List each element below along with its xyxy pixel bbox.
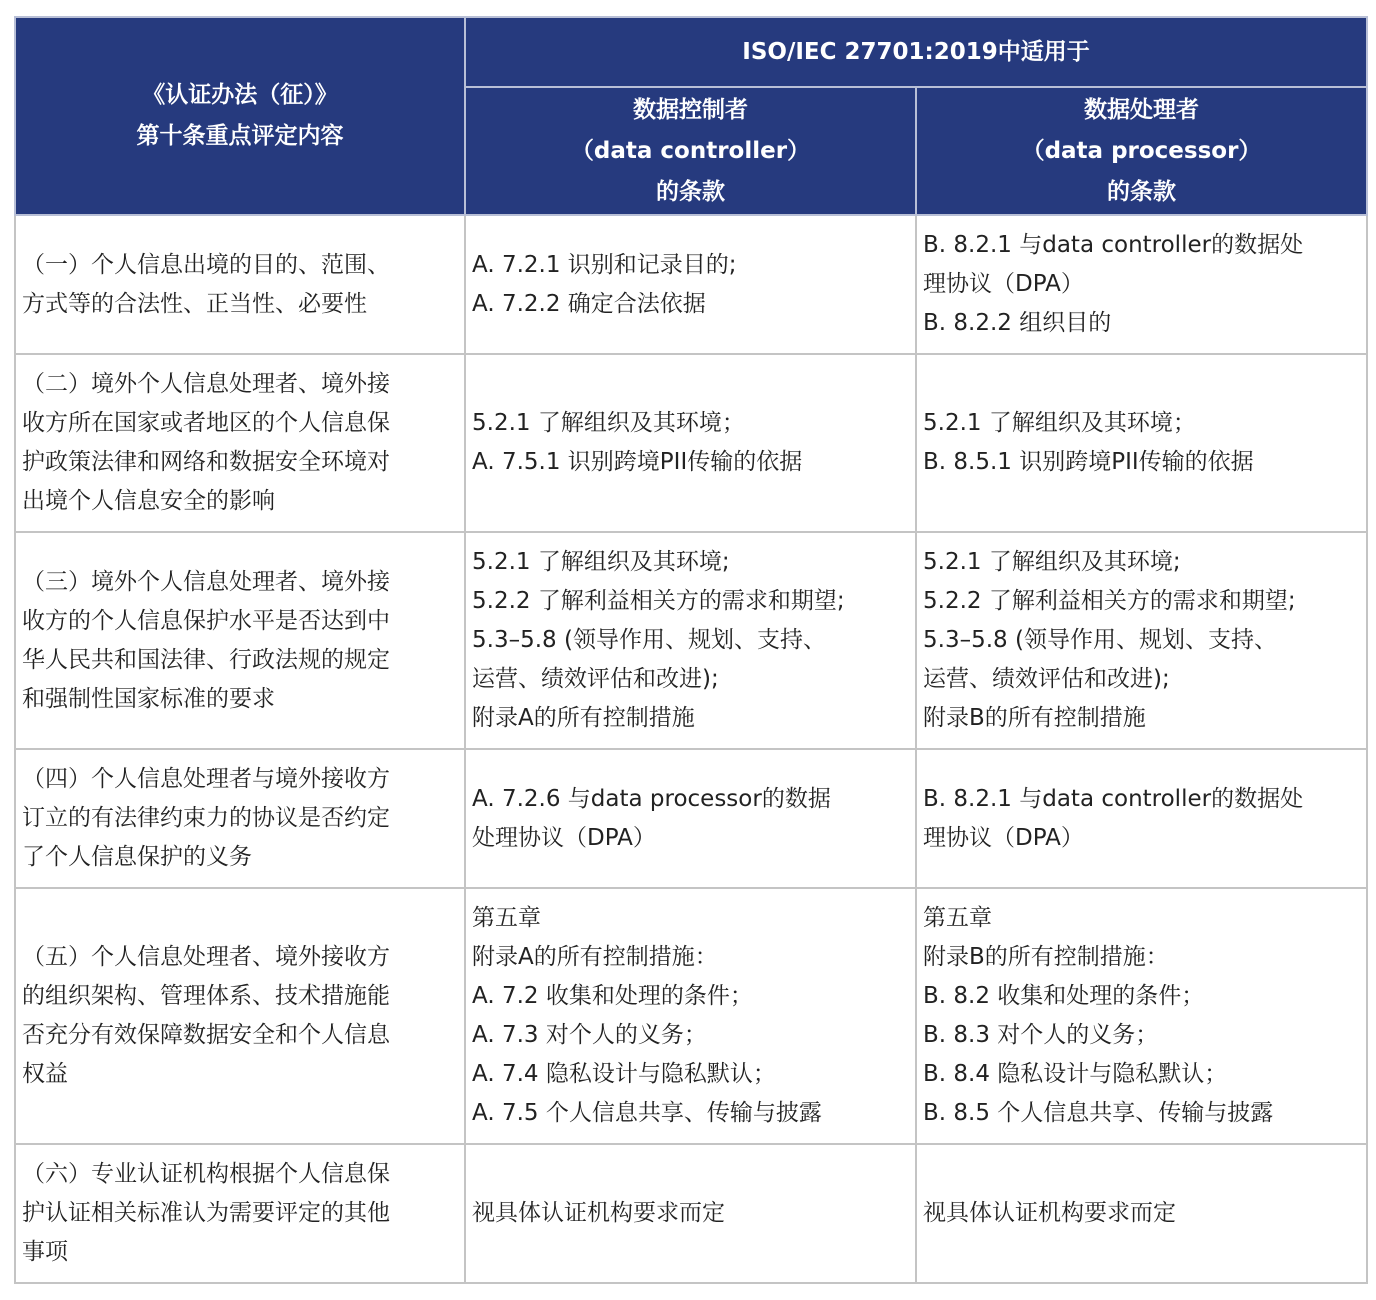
header-line: （data controller） (570, 137, 811, 164)
cell-line: B. 8.2 收集和处理的条件； (923, 983, 1205, 1009)
processor-clause-cell (916, 888, 1367, 1144)
evaluation-content-cell (15, 215, 465, 354)
cell-line: A. 7.3 对个人的义务； (472, 1022, 707, 1048)
cell-line: A. 7.2.1 识别和记录目的; (472, 251, 737, 278)
processor-clause-cell (916, 215, 1367, 354)
cell-line: 5.2.1 了解组织及其环境； (472, 410, 745, 436)
cell-line: B. 8.3 对个人的义务； (923, 1022, 1159, 1048)
cell-line: 了个人信息保护的义务 (22, 844, 252, 870)
cell-line: A. 7.2.6 与data processor的数据 (472, 785, 831, 812)
cell-line: A. 7.2 收集和处理的条件； (472, 983, 753, 1009)
cell-line: 第五章 (923, 905, 992, 931)
header-iso-group: ISO/IEC 27701:2019中适用于 (465, 17, 1367, 87)
cell-line: （五）个人信息处理者、境外接收方 (22, 944, 390, 970)
cell-line: （六）专业认证机构根据个人信息保 (22, 1161, 390, 1187)
cell-line: 收方所在国家或者地区的个人信息保 (22, 410, 390, 436)
cell-line: 出境个人信息安全的影响 (22, 488, 275, 514)
cell-line: A. 7.5.1 识别跨境PII传输的依据 (472, 449, 803, 475)
evaluation-content-cell (15, 1144, 465, 1283)
header-row-1 (15, 17, 1367, 87)
controller-clause-cell (465, 354, 916, 532)
header-line: 《认证办法（征）》 (142, 82, 338, 108)
header-line: 的条款 (656, 178, 725, 205)
header-data-controller (465, 87, 916, 215)
cell-line: 5.2.1 了解组织及其环境； (923, 410, 1196, 436)
evaluation-content-cell (15, 888, 465, 1144)
table-row (15, 354, 1367, 532)
cell-line: 订立的有法律约束力的协议是否约定 (22, 805, 390, 831)
controller-clause-cell (465, 888, 916, 1144)
cell-line: B. 8.5.1 识别跨境PII传输的依据 (923, 449, 1254, 475)
cell-line: B. 8.2.2 组织目的 (923, 310, 1112, 336)
cell-line: 附录A的所有控制措施 (472, 705, 695, 731)
table-row (15, 1144, 1367, 1283)
cell-line: （二）境外个人信息处理者、境外接 (22, 371, 390, 397)
header-data-processor (916, 87, 1367, 215)
cell-line: B. 8.2.1 与data controller的数据处 (923, 785, 1304, 812)
evaluation-content-cell (15, 749, 465, 888)
cell-line: 和强制性国家标准的要求 (22, 685, 275, 712)
cell-line: 理协议（DPA） (923, 824, 1084, 851)
cell-line: 视具体认证机构要求而定 (923, 1200, 1176, 1226)
processor-clause-cell (916, 1144, 1367, 1283)
header-line: 数据控制者 (633, 96, 748, 123)
cell-line: 处理协议（DPA） (472, 824, 656, 851)
cell-line: 运营、绩效评估和改进); (472, 666, 719, 692)
cell-line: （一）个人信息出境的目的、范围、 (22, 251, 390, 278)
cell-line: 运营、绩效评估和改进); (923, 666, 1170, 692)
cell-line: 5.2.1 了解组织及其环境; (923, 549, 1181, 575)
cell-line: 方式等的合法性、正当性、必要性 (22, 290, 367, 317)
header-line: 的条款 (1107, 178, 1176, 205)
controller-clause-cell (465, 749, 916, 888)
cell-line: 护政策法律和网络和数据安全环境对 (22, 449, 390, 475)
cell-line: 权益 (22, 1061, 68, 1087)
table-row (15, 749, 1367, 888)
controller-clause-cell (465, 1144, 916, 1283)
cell-line: 5.3–5.8 (领导作用、规划、支持、 (923, 627, 1277, 653)
header-line: 数据处理者 (1084, 96, 1199, 123)
cell-line: 护认证相关标准认为需要评定的其他 (22, 1200, 390, 1226)
header-line: 第十条重点评定内容 (136, 123, 344, 149)
cell-line: 附录B的所有控制措施： (923, 944, 1169, 970)
header-evaluation-content (15, 17, 465, 215)
cell-line: 5.2.2 了解利益相关方的需求和期望; (472, 588, 845, 614)
cell-line: 附录A的所有控制措施： (472, 944, 718, 970)
cell-line: （四）个人信息处理者与境外接收方 (22, 766, 390, 792)
cell-line: A. 7.2.2 确定合法依据 (472, 290, 706, 317)
cell-line: 事项 (22, 1239, 68, 1265)
cell-line: 的组织架构、管理体系、技术措施能 (22, 983, 390, 1009)
cell-line: A. 7.4 隐私设计与隐私默认； (472, 1061, 776, 1087)
processor-clause-cell (916, 749, 1367, 888)
table-row (15, 215, 1367, 354)
evaluation-content-cell (15, 532, 465, 749)
cell-line: 收方的个人信息保护水平是否达到中 (22, 607, 390, 634)
clause-mapping-table (14, 16, 1368, 1284)
processor-clause-cell (916, 532, 1367, 749)
cell-line: 5.2.1 了解组织及其环境; (472, 549, 730, 575)
cell-line: B. 8.4 隐私设计与隐私默认； (923, 1061, 1228, 1087)
evaluation-content-cell (15, 354, 465, 532)
cell-line: 否充分有效保障数据安全和个人信息 (22, 1022, 390, 1048)
cell-line: 华人民共和国法律、行政法规的规定 (22, 646, 390, 673)
cell-line: B. 8.2.1 与data controller的数据处 (923, 232, 1304, 258)
cell-line: 附录B的所有控制措施 (923, 705, 1146, 731)
cell-line: 第五章 (472, 905, 541, 931)
cell-line: 5.2.2 了解利益相关方的需求和期望; (923, 588, 1296, 614)
controller-clause-cell (465, 532, 916, 749)
cell-line: A. 7.5 个人信息共享、传输与披露 (472, 1100, 822, 1126)
header-line: （data processor） (1021, 137, 1262, 164)
cell-line: B. 8.5 个人信息共享、传输与披露 (923, 1100, 1274, 1126)
table-row (15, 888, 1367, 1144)
cell-line: （三）境外个人信息处理者、境外接 (22, 568, 390, 595)
cell-line: 理协议（DPA） (923, 271, 1084, 297)
cell-line: 视具体认证机构要求而定 (472, 1200, 725, 1226)
table-row (15, 532, 1367, 749)
processor-clause-cell (916, 354, 1367, 532)
controller-clause-cell (465, 215, 916, 354)
cell-line: 5.3–5.8 (领导作用、规划、支持、 (472, 627, 826, 653)
